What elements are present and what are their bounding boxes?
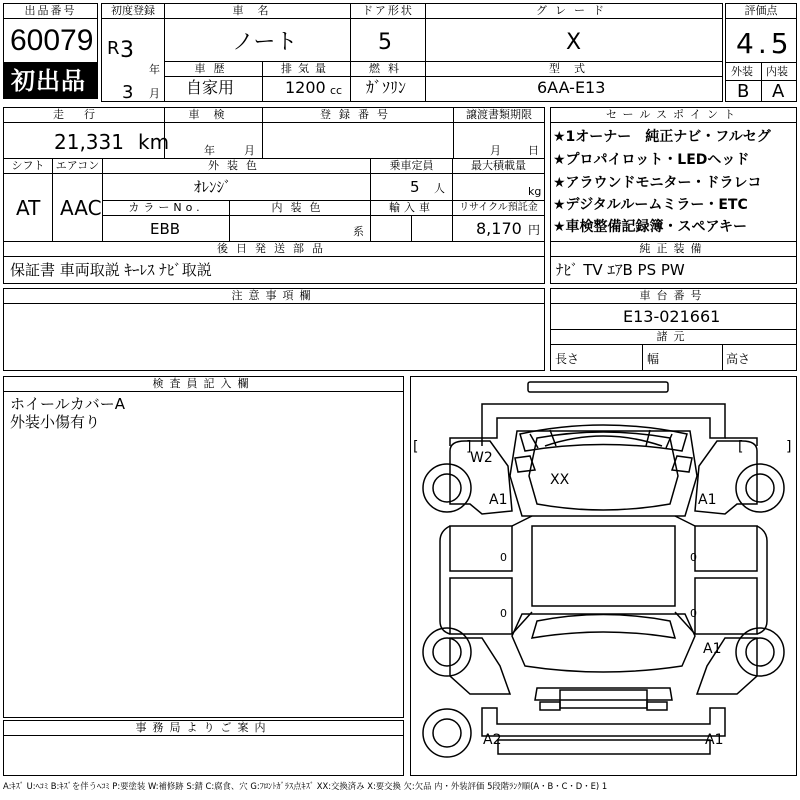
inspector-label: 検査員記入欄 bbox=[4, 377, 403, 392]
aircon-label: エアコン bbox=[53, 159, 102, 174]
inspector-box bbox=[3, 376, 404, 718]
door-type-label: ドア形状 bbox=[351, 4, 425, 19]
recycle-deposit-unit: 円 bbox=[528, 223, 541, 237]
capacity-label: 乗車定員 bbox=[371, 159, 452, 174]
damage-mark: A1 bbox=[698, 492, 717, 508]
max-load-label: 最大積載量 bbox=[453, 159, 544, 174]
car-diagram bbox=[410, 376, 797, 776]
score-label: 評価点 bbox=[726, 4, 796, 19]
equipment-label: 純正装備 bbox=[551, 242, 796, 257]
month-unit: 月 bbox=[149, 87, 160, 100]
lot-number-box bbox=[3, 3, 98, 63]
inspector-note: ホイールカバーA bbox=[10, 395, 125, 413]
year-unit: 年 bbox=[149, 63, 160, 76]
history-label: 車歴 bbox=[165, 62, 262, 77]
bracket-mark: ] bbox=[786, 439, 792, 455]
registration-year: 3 bbox=[120, 38, 134, 63]
interior-value: A bbox=[772, 81, 785, 102]
first-listing-badge bbox=[3, 63, 98, 99]
zero-mark: 0 bbox=[500, 607, 507, 620]
exterior-color-value: ｵﾚﾝｼﾞ bbox=[194, 178, 232, 196]
exterior-label: 外装 bbox=[731, 65, 753, 78]
notes-box bbox=[3, 288, 545, 371]
later-parts-label: 後日発送部品 bbox=[4, 242, 544, 257]
displacement-value: 1200 bbox=[285, 78, 326, 97]
inspection-label: 車検 bbox=[165, 108, 262, 123]
zero-mark: 0 bbox=[690, 551, 697, 564]
model-type-value: 6AA-E13 bbox=[537, 78, 606, 97]
office-notice-label: 事務局よりご案内 bbox=[4, 721, 403, 736]
dimensions-label: 諸元 bbox=[551, 330, 796, 345]
transfer-deadline-label: 譲渡書類期限 bbox=[454, 108, 544, 123]
sales-point-item: ★アラウンドモニター・ドラレコ bbox=[553, 175, 762, 191]
sales-point-item: ★1オーナー 純正ナビ・フルセグ bbox=[553, 129, 771, 145]
color-number-label: カラーNo. bbox=[103, 201, 229, 216]
sales-point-item: ★プロパイロット・LEDヘッド bbox=[553, 152, 750, 168]
legend-text: A:ｷｽﾞ U:ﾍｺﾐ B:ｷｽﾞを伴うﾍｺﾐ P:要塗装 W:補修跡 S:錆 C:腐食、穴 G:ﾌﾛﾝﾄｶﾞﾗｽ点ｷｽﾞ XX:交換済み X:要交換 欠:欠品 内・外装評価 5段階ﾗﾝｸ順(A・B・C・D・E) 1 bbox=[3, 781, 608, 791]
chassis-box bbox=[550, 288, 797, 371]
zero-mark: 0 bbox=[500, 551, 507, 564]
exterior-value: B bbox=[737, 81, 750, 102]
inspection-month-unit: 月 bbox=[244, 144, 255, 157]
transfer-month-unit: 月 bbox=[490, 144, 501, 157]
fuel-label: 燃料 bbox=[351, 62, 425, 77]
mileage-unit: km bbox=[138, 130, 170, 154]
registration-month: 3 bbox=[122, 82, 134, 103]
notes-label: 注意事項欄 bbox=[4, 289, 544, 304]
model-type-label: 型式 bbox=[426, 62, 722, 77]
damage-mark: A2 bbox=[483, 732, 502, 748]
equipment-value: ﾅﾋﾞ TV ｴｱB PS PW bbox=[556, 261, 685, 279]
first-listing-text: 初出品 bbox=[11, 67, 86, 95]
color-number-value: EBB bbox=[150, 220, 181, 238]
capacity-value: 5 bbox=[410, 178, 420, 196]
recycle-deposit-value: 8,170 bbox=[476, 219, 522, 238]
score-value: 4.5 bbox=[736, 27, 793, 60]
score-box bbox=[725, 3, 797, 102]
chassis-number-value: E13-021661 bbox=[623, 307, 721, 326]
max-load-unit: kg bbox=[528, 185, 542, 198]
bracket-mark: [ bbox=[413, 439, 419, 455]
grade-label: グレード bbox=[426, 4, 722, 19]
zero-mark: 0 bbox=[690, 607, 697, 620]
recycle-deposit-label: リサイクル預託金 bbox=[453, 201, 544, 216]
aircon-value: AAC bbox=[60, 196, 102, 220]
chassis-number-label: 車台番号 bbox=[551, 289, 796, 304]
fuel-value: ｶﾞｿﾘﾝ bbox=[366, 78, 407, 97]
sales-point-item: ★デジタルルームミラー・ETC bbox=[553, 197, 748, 213]
damage-mark: A1 bbox=[489, 492, 508, 508]
damage-mark: A1 bbox=[703, 641, 722, 657]
damage-mark: XX bbox=[550, 472, 570, 488]
history-value: 自家用 bbox=[186, 78, 235, 97]
import-label: 輸入車 bbox=[371, 201, 452, 216]
inspection-year-unit: 年 bbox=[204, 144, 215, 157]
later-parts-value: 保証書 車両取説 ｷｰﾚｽ ﾅﾋﾞ取説 bbox=[10, 261, 212, 279]
displacement-unit: cc bbox=[330, 84, 343, 97]
first-registration-label: 初度登録 bbox=[102, 4, 164, 19]
transfer-day-unit: 日 bbox=[528, 144, 539, 157]
sales-point-item: ★車検整備記録簿・スペアキー bbox=[553, 219, 747, 235]
interior-color-label: 内装色 bbox=[230, 201, 370, 216]
shift-label: シフト bbox=[4, 159, 52, 174]
height-label: 高さ bbox=[726, 352, 751, 366]
office-box bbox=[3, 720, 404, 776]
registration-number-label: 登録番号 bbox=[263, 108, 453, 123]
door-value: 5 bbox=[378, 30, 392, 55]
mileage-value: 21,331 bbox=[54, 130, 124, 154]
car-name: ノート bbox=[232, 30, 298, 55]
lot-number: 60079 bbox=[10, 24, 94, 57]
width-label: 幅 bbox=[647, 352, 660, 366]
shift-value: AT bbox=[16, 196, 41, 220]
era-letter: R bbox=[107, 38, 120, 59]
inspector-note: 外装小傷有り bbox=[10, 413, 101, 431]
damage-mark: A1 bbox=[705, 732, 724, 748]
interior-color-unit: 系 bbox=[353, 225, 364, 238]
displacement-label: 排気量 bbox=[263, 62, 350, 77]
grade-value: X bbox=[566, 30, 582, 55]
first-registration-box bbox=[101, 3, 165, 102]
mileage-label: 走行 bbox=[4, 108, 164, 123]
length-label: 長さ bbox=[555, 352, 580, 366]
interior-label: 内装 bbox=[766, 65, 788, 78]
exterior-color-label: 外装色 bbox=[103, 159, 370, 174]
capacity-unit: 人 bbox=[434, 182, 445, 195]
sales-points-label: セールスポイント bbox=[551, 108, 796, 123]
bracket-mark: [ bbox=[738, 439, 744, 455]
bracket-mark: ] bbox=[466, 439, 472, 455]
lot-number-label: 出品番号 bbox=[4, 4, 97, 19]
damage-mark: W2 bbox=[470, 450, 493, 466]
car-name-label: 車名 bbox=[165, 4, 350, 19]
